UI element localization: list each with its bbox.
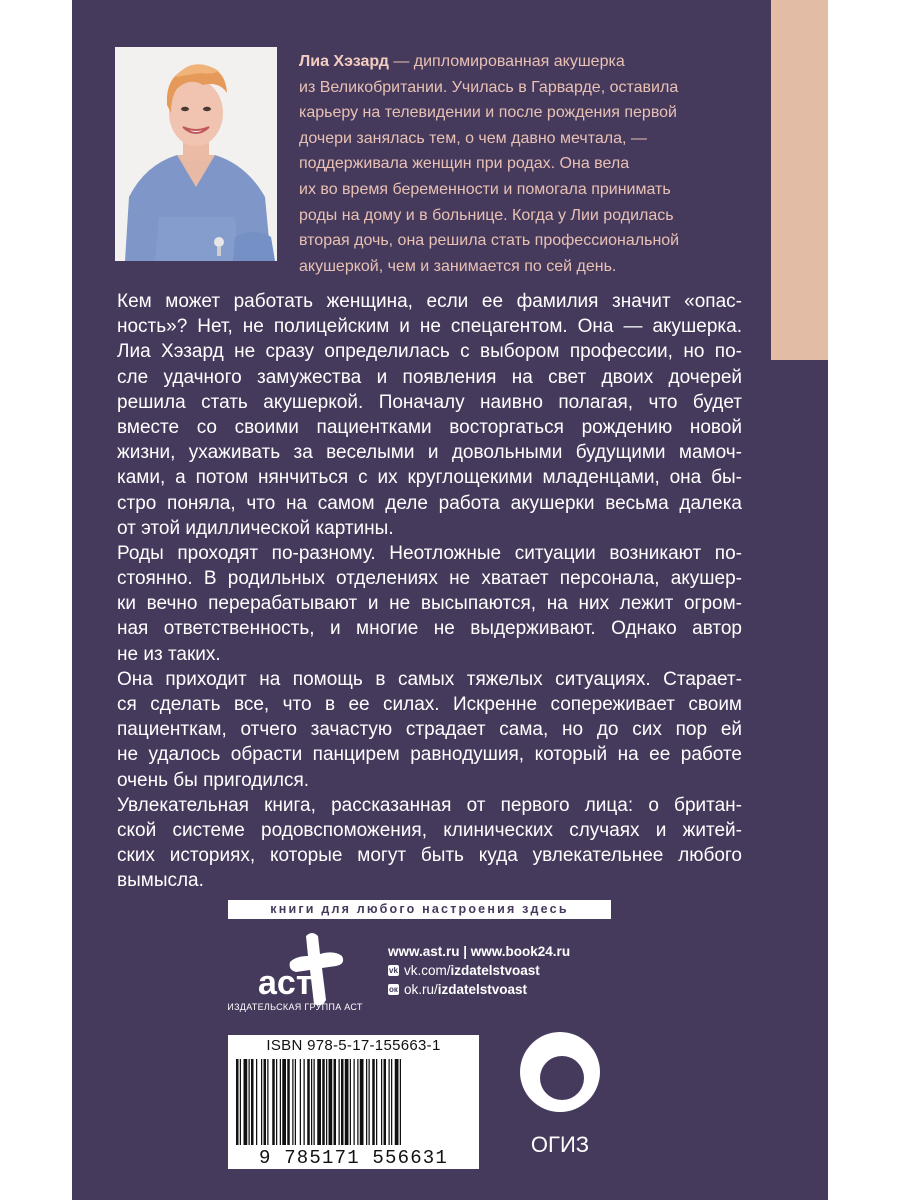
description-line: ских историях, которые могут быть куда увлекательнее любого <box>117 845 742 867</box>
description-line: решила стать акушеркой. Поначалу наивно полагая, что будет <box>117 391 742 413</box>
barcode-bar <box>326 1059 327 1145</box>
ogiz-logo-text: ОГИЗ <box>530 1132 590 1157</box>
description-line: Кем может работать женщина, если ее фамилия значит «опас- <box>117 291 742 312</box>
description-line: стоянно. В родильных отделениях не хватает персонала, акушер- <box>117 568 742 590</box>
book-description <box>117 289 742 894</box>
barcode-bar <box>357 1059 358 1145</box>
barcode-bar <box>304 1059 305 1145</box>
barcode-box <box>228 1035 479 1169</box>
barcode-bar <box>307 1059 310 1145</box>
barcode-bar <box>400 1059 401 1145</box>
barcode-bar <box>261 1059 262 1145</box>
author-bio-line: роды на дому и в больнице. Когда у Лии родилась <box>299 206 674 224</box>
description-line: ная ответственность, и многие не выдерживают. Однако автор <box>117 618 742 640</box>
author-bio-line: поддерживала женщин при родах. Она вела <box>299 155 630 173</box>
author-bio-line: из Великобритании. Училась в Гарварде, оставила <box>299 78 679 96</box>
description-line: ской системе родовспоможения, клинических случаях и житей- <box>117 819 742 841</box>
barcode-bar <box>322 1059 325 1145</box>
barcode-bar <box>251 1059 254 1145</box>
description-line: не из таких. <box>117 643 221 665</box>
description-line: Увлекательная книга, рассказанная от первого лица: о британ- <box>117 794 742 816</box>
barcode-bar <box>244 1059 248 1145</box>
barcode-bar <box>287 1059 290 1145</box>
barcode-bar <box>295 1059 296 1145</box>
barcode-bar <box>354 1059 355 1145</box>
description-line: ность»? Нет, не полицейским и не спецагентом. Она — акушерка. <box>117 316 742 338</box>
ast-logo-text: аст <box>258 964 313 1002</box>
description-line: вымысла. <box>117 870 204 892</box>
description-line: сле удачного замужества и появления на свет двоих дочерей <box>117 366 742 388</box>
barcode-bar <box>395 1059 399 1145</box>
description-line: не удалось обрасти панцирем равнодушия, который на ее работе <box>117 744 742 766</box>
description-line: Она приходит на помощь в самых тяжелых ситуациях. Старает- <box>117 668 742 690</box>
barcode-bar <box>236 1059 239 1145</box>
barcode-bar <box>389 1059 390 1145</box>
description-line: вместе со своими пациентками восторгаться рождению новой <box>117 416 742 438</box>
ok-icon: ок <box>389 985 398 994</box>
author-bio-first-line: Лиа Хэзард — дипломированная акушерка <box>299 53 625 70</box>
description-line: Лиа Хэзард не сразу определилась с выбором профессии, но по- <box>117 341 742 363</box>
barcode-bar <box>345 1059 349 1145</box>
description-paragraph <box>117 793 742 894</box>
barcode-bar <box>256 1059 257 1145</box>
isbn-text: ISBN 978-5-17-155663-1 <box>266 1037 441 1054</box>
barcode-bar <box>384 1059 387 1145</box>
vk-icon: vk <box>389 966 398 975</box>
publisher-label: ИЗДАТЕЛЬСКАЯ ГРУППА АСТ <box>227 1002 363 1012</box>
description-line: стро поняла, что на самом деле работа акушерки весьма далека <box>117 492 742 514</box>
author-bio-line: акушеркой, чем и занимается по сей день. <box>299 257 617 275</box>
ogiz-logo <box>512 1028 608 1163</box>
barcode-bar <box>272 1059 275 1145</box>
barcode-bar <box>369 1059 370 1145</box>
ok-link[interactable]: ок ok.ru/ izdatelstvoast <box>389 982 528 997</box>
barcode-bar <box>314 1059 315 1145</box>
barcode-bar <box>341 1059 344 1145</box>
barcode-bar <box>329 1059 333 1145</box>
barcode-bar <box>249 1059 250 1145</box>
description-paragraph <box>117 541 742 667</box>
author-photo <box>115 47 277 261</box>
barcode-bar <box>381 1059 382 1145</box>
author-bio-line: вторая дочь, она решила стать профессиональной <box>299 232 680 250</box>
barcode-bar <box>264 1059 267 1145</box>
barcode-bar <box>280 1059 281 1145</box>
publisher-links <box>388 942 570 999</box>
barcode-bar <box>240 1059 241 1145</box>
barcode-bar <box>276 1059 277 1145</box>
accent-strip <box>771 0 828 360</box>
description-line: ки вечно перерабатывают и не высыпаются, на них лежит огром- <box>117 593 742 615</box>
barcode-bar <box>391 1059 392 1145</box>
barcode-bar <box>339 1059 340 1145</box>
description-line: очень бы пригодился. <box>117 769 310 791</box>
description-line: Роды проходят по-разному. Неотложные ситуации возникают по- <box>117 542 742 564</box>
barcode-icon <box>236 1059 471 1147</box>
barcode-bar <box>350 1059 351 1145</box>
description-paragraph <box>117 289 742 541</box>
tagline-banner: книги для любого настроения здесь <box>228 900 611 919</box>
barcode-bar <box>376 1059 377 1145</box>
author-bio-line: дочери занялась тем, о чем давно мечтала, — <box>299 129 647 147</box>
author-bio-line: их во время беременности и помогала принимать <box>299 180 671 198</box>
description-line: ся сделать все, что в ее силах. Искренне сопереживает своим <box>117 694 742 715</box>
barcode-bar <box>317 1059 321 1145</box>
author-bio <box>299 49 727 279</box>
description-line: ками, а потом нянчиться с их круглощекими младенцами, она бы- <box>117 467 742 489</box>
description-line: от этой идиллической картины. <box>117 517 394 539</box>
author-name: Лиа Хэзард <box>299 53 389 70</box>
barcode-bar <box>300 1059 301 1145</box>
barcode-bar <box>282 1059 286 1145</box>
barcode-bar <box>292 1059 293 1145</box>
description-line: жизни, ухаживать за веселыми и довольными будущими мамоч- <box>117 442 742 464</box>
author-bio-line: карьеру на телевидении и после рождения первой <box>299 104 677 122</box>
description-line: пациенткам, отчего зачастую страдает сама, но до сих пор ей <box>117 719 742 741</box>
barcode-bar <box>360 1059 364 1145</box>
barcode-bar <box>267 1059 268 1145</box>
barcode-bar <box>366 1059 367 1145</box>
description-paragraph <box>117 667 742 793</box>
barcode-bar <box>334 1059 337 1145</box>
websites-link[interactable]: www.ast.ru | www.book24.ru <box>388 944 571 959</box>
barcode-bar <box>372 1059 375 1145</box>
barcode-digits: 9 785171 556631 <box>258 1147 449 1169</box>
barcode-bar <box>311 1059 312 1145</box>
vk-link[interactable]: vk vk.com/ izdatelstvoast <box>389 963 540 978</box>
